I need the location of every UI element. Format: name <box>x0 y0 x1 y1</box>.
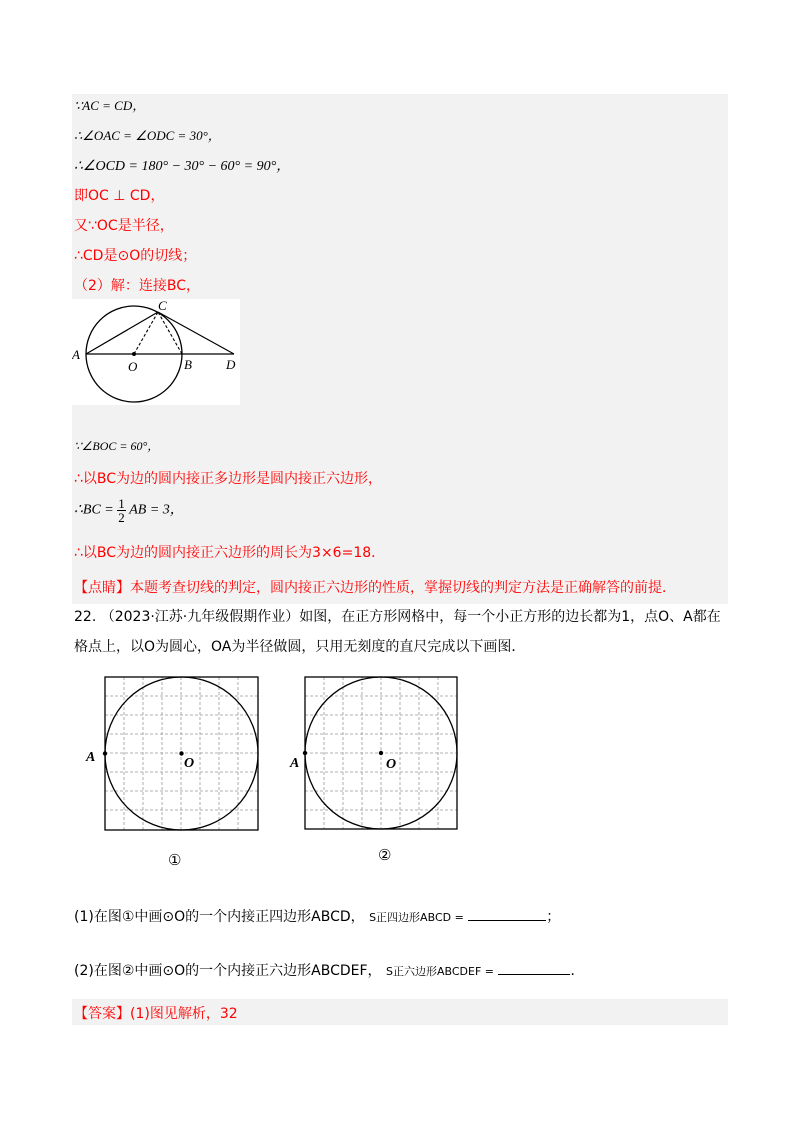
solution-line-4 <box>74 185 164 205</box>
question-line-1 <box>74 606 721 626</box>
answer-tag: 【答案】 <box>74 1006 130 1022</box>
part-1-line <box>74 906 560 926</box>
solution-line-10-pre: ∴BC = <box>74 502 118 518</box>
part-1-area: S正四边形ABCD = <box>369 911 464 924</box>
grid-figure-2 <box>285 672 470 867</box>
grid-2-label-a: A <box>290 756 300 771</box>
grid-1-caption: ① <box>168 853 182 869</box>
label-d: D <box>226 357 236 372</box>
solution-line-3: ∴∠OCD = 180° − 30° − 60° = 90°， <box>74 159 291 174</box>
part-2-line <box>74 960 584 980</box>
solution-line-11: ∴以BC为边的圆内接正六边形的周长为3×6=18． <box>74 545 386 561</box>
grid-figure-1 <box>82 672 267 877</box>
part-2-end: ． <box>570 963 585 979</box>
answer-text: (1)图见解析，32 <box>130 1006 238 1022</box>
circle-tangent-figure <box>72 299 240 405</box>
label-c: C <box>158 299 167 313</box>
solution-line-10 <box>74 497 184 524</box>
part-2-area: S正六边形ABCDEF = <box>385 965 494 978</box>
part-2-answer-blank[interactable] <box>498 960 570 975</box>
fraction-denominator: 2 <box>118 510 125 525</box>
grid-1-point-a <box>103 751 107 755</box>
solution-line-8: ∵∠BOC = 60°， <box>74 439 160 453</box>
question-text-1: （2023·江苏·九年级假期作业）如图，在正方形网格中，每一个小正方形的边长都为1，点O、A都在 <box>100 609 721 625</box>
grid-2-label-o: O <box>386 757 397 772</box>
grid-2-caption: ② <box>378 848 392 864</box>
solution-line-10-post: AB = 3， <box>129 502 184 518</box>
solution-line-4-text: 即OC ⊥ CD， <box>74 188 165 204</box>
solution-line-9: ∴以BC为边的圆内接正多边形是圆内接正六边形， <box>74 471 383 487</box>
label-o: O <box>128 359 138 374</box>
question-number: 22. <box>74 609 97 625</box>
answer-line <box>74 1003 238 1023</box>
part-2-text: (2)在图②中画⊙O的一个内接正六边形ABCDEF， <box>74 963 382 979</box>
comment-text: 本题考查切线的判定，圆内接正六边形的性质，掌握切线的判定方法是正确解答的前提． <box>130 580 676 596</box>
solution-line-6: ∴CD是⊙O的切线； <box>74 248 197 264</box>
question-line-2: 格点上，以O为圆心，OA为半径做圆，只用无刻度的直尺完成以下画图． <box>74 639 526 655</box>
point-o <box>132 352 136 356</box>
part-1-end: ； <box>546 909 561 925</box>
grid-2-point-o <box>379 751 383 755</box>
grid-2-point-a <box>303 751 307 755</box>
comment-tag: 【点睛】 <box>74 580 130 596</box>
solution-line-2: ∴∠OAC = ∠ODC = 30°， <box>74 128 221 143</box>
solution-line-1: ∵AC = CD， <box>74 98 146 113</box>
part-1-text: (1)在图①中画⊙O的一个内接正四边形ABCD， <box>74 909 365 925</box>
fraction-numerator: 1 <box>118 496 125 511</box>
comment-line <box>74 577 676 597</box>
label-b: B <box>184 357 192 372</box>
fraction-one-half <box>117 497 126 524</box>
solution-line-7: （2）解：连接BC， <box>74 278 201 294</box>
grid-1-label-o: O <box>184 756 195 771</box>
solution-line-5: 又∵OC是半径， <box>74 218 174 234</box>
part-1-answer-blank[interactable] <box>468 906 546 921</box>
grid-1-label-a: A <box>86 750 96 765</box>
label-a: A <box>72 347 80 362</box>
